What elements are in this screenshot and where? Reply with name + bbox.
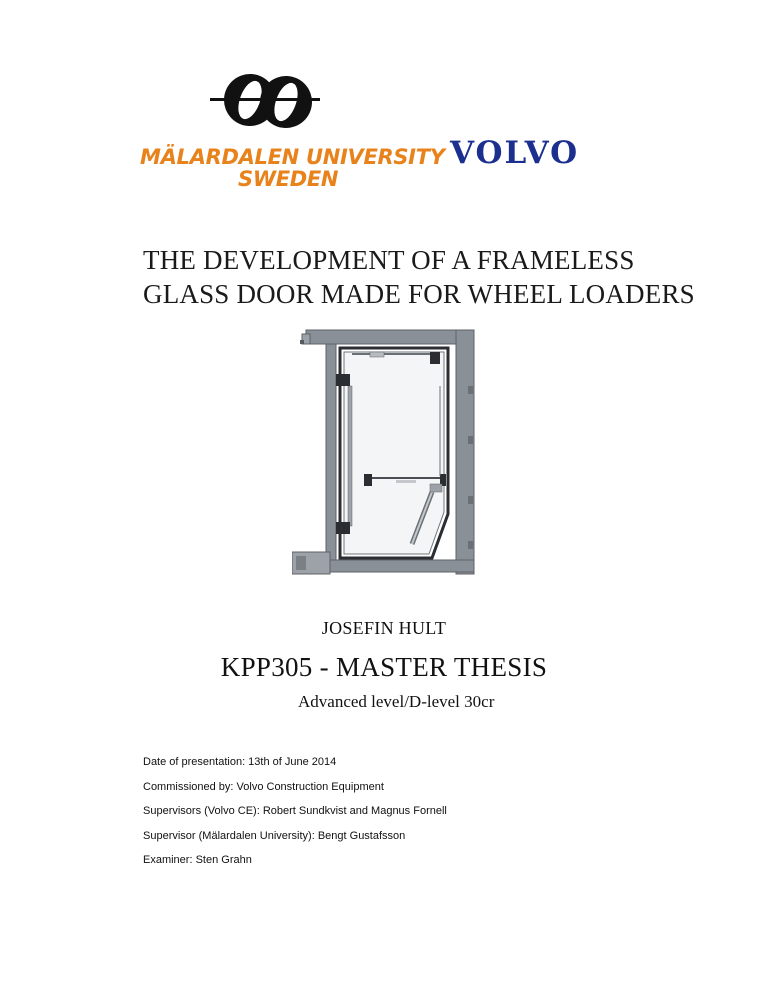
mdu-wordmark: [140, 145, 445, 191]
mdu-wordmark-line1: MÄLARDALEN UNIVERSITY: [140, 145, 445, 169]
supervisors-volvo: Supervisors (Volvo CE): Robert Sundkvist and Magnus Fornell: [143, 805, 447, 817]
course-title: KPP305 - MASTER THESIS: [220, 652, 548, 682]
malardalen-university-logo: [140, 70, 445, 200]
examiner: Examiner: Sten Grahn: [143, 854, 252, 866]
supervisor-university: Supervisor (Mälardalen University): Bengt Gustafsson: [143, 829, 406, 842]
commissioned-by: Commissioned by: Volvo Construction Equipment: [143, 780, 384, 793]
door-rendering-image: [292, 326, 478, 578]
mdu-wordmark-line2: SWEDEN: [238, 167, 339, 191]
thesis-title-line2: GLASS DOOR MADE FOR WHEEL LOADERS: [143, 279, 695, 309]
thesis-level: Advanced level/D-level 30cr: [298, 692, 495, 711]
thesis-title-line1: THE DEVELOPMENT OF A FRAMELESS: [143, 245, 635, 275]
author-name: JOSEFIN HULT: [321, 618, 447, 638]
presentation-date: Date of presentation: 13th of June 2014: [143, 756, 337, 768]
thesis-title: [143, 243, 723, 311]
volvo-logo: VOLVO: [450, 135, 580, 171]
thesis-details: [143, 756, 663, 879]
mdu-emblem-icon: [210, 70, 330, 134]
